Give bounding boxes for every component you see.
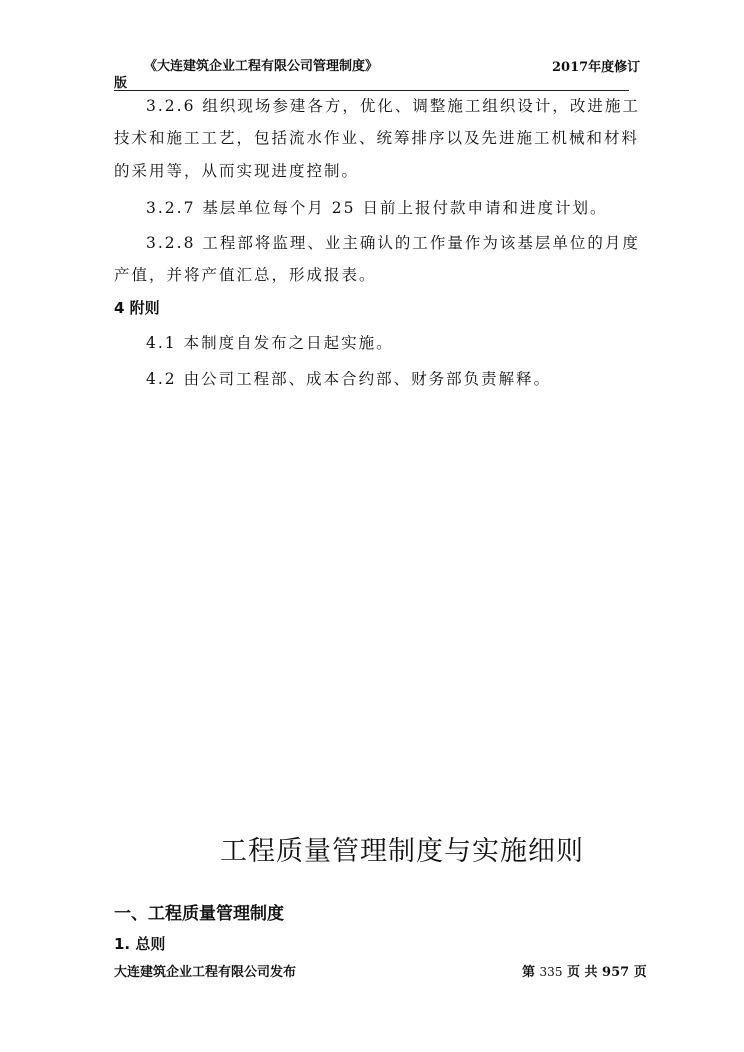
header-rule: [114, 90, 629, 91]
next-document-title: 工程质量管理制度与实施细则: [220, 836, 584, 867]
footer-page-mid: 页 共: [566, 965, 598, 980]
header-edition-wrap: 版: [114, 76, 128, 91]
header-edition: 2017年度修订: [552, 60, 641, 75]
section-1-heading: 一、工程质量管理制度: [114, 904, 284, 924]
footer-page-prefix: 第: [522, 965, 536, 980]
paragraph-3-2-6-line3: 的采用等，从而实现进度控制。: [114, 162, 360, 180]
footer-page-number: 335: [539, 965, 563, 979]
paragraph-3-2-8-line2: 产值，并将产值汇总，形成报表。: [114, 266, 377, 284]
footer-page-total: 957: [602, 965, 630, 980]
paragraph-3-2-6-line2: 技术和施工工艺，包括流水作业、统筹排序以及先进施工机械和材料: [114, 129, 640, 147]
paragraph-4-1: 4.1 本制度自发布之日起实施。: [146, 334, 394, 352]
paragraph-3-2-6-line1: 3.2.6 组织现场参建各方，优化、调整施工组织设计，改进施工: [146, 97, 640, 115]
paragraph-4-2: 4.2 由公司工程部、成本合约部、财务部负责解释。: [146, 370, 552, 388]
footer-page-suffix: 页: [633, 965, 647, 980]
subsection-1-heading: 1. 总则: [114, 935, 166, 953]
footer-page-info: [522, 961, 647, 980]
paragraph-3-2-7: 3.2.7 基层单位每个月 25 日前上报付款申请和进度计划。: [146, 199, 608, 217]
section-4-heading: 4 附则: [114, 299, 160, 317]
footer-publisher: 大连建筑企业工程有限公司发布: [114, 965, 297, 980]
header-title: 《大连建筑企业工程有限公司管理制度》: [144, 59, 379, 74]
paragraph-3-2-8-line1: 3.2.8 工程部将监理、业主确认的工作量作为该基层单位的月度: [146, 234, 640, 252]
